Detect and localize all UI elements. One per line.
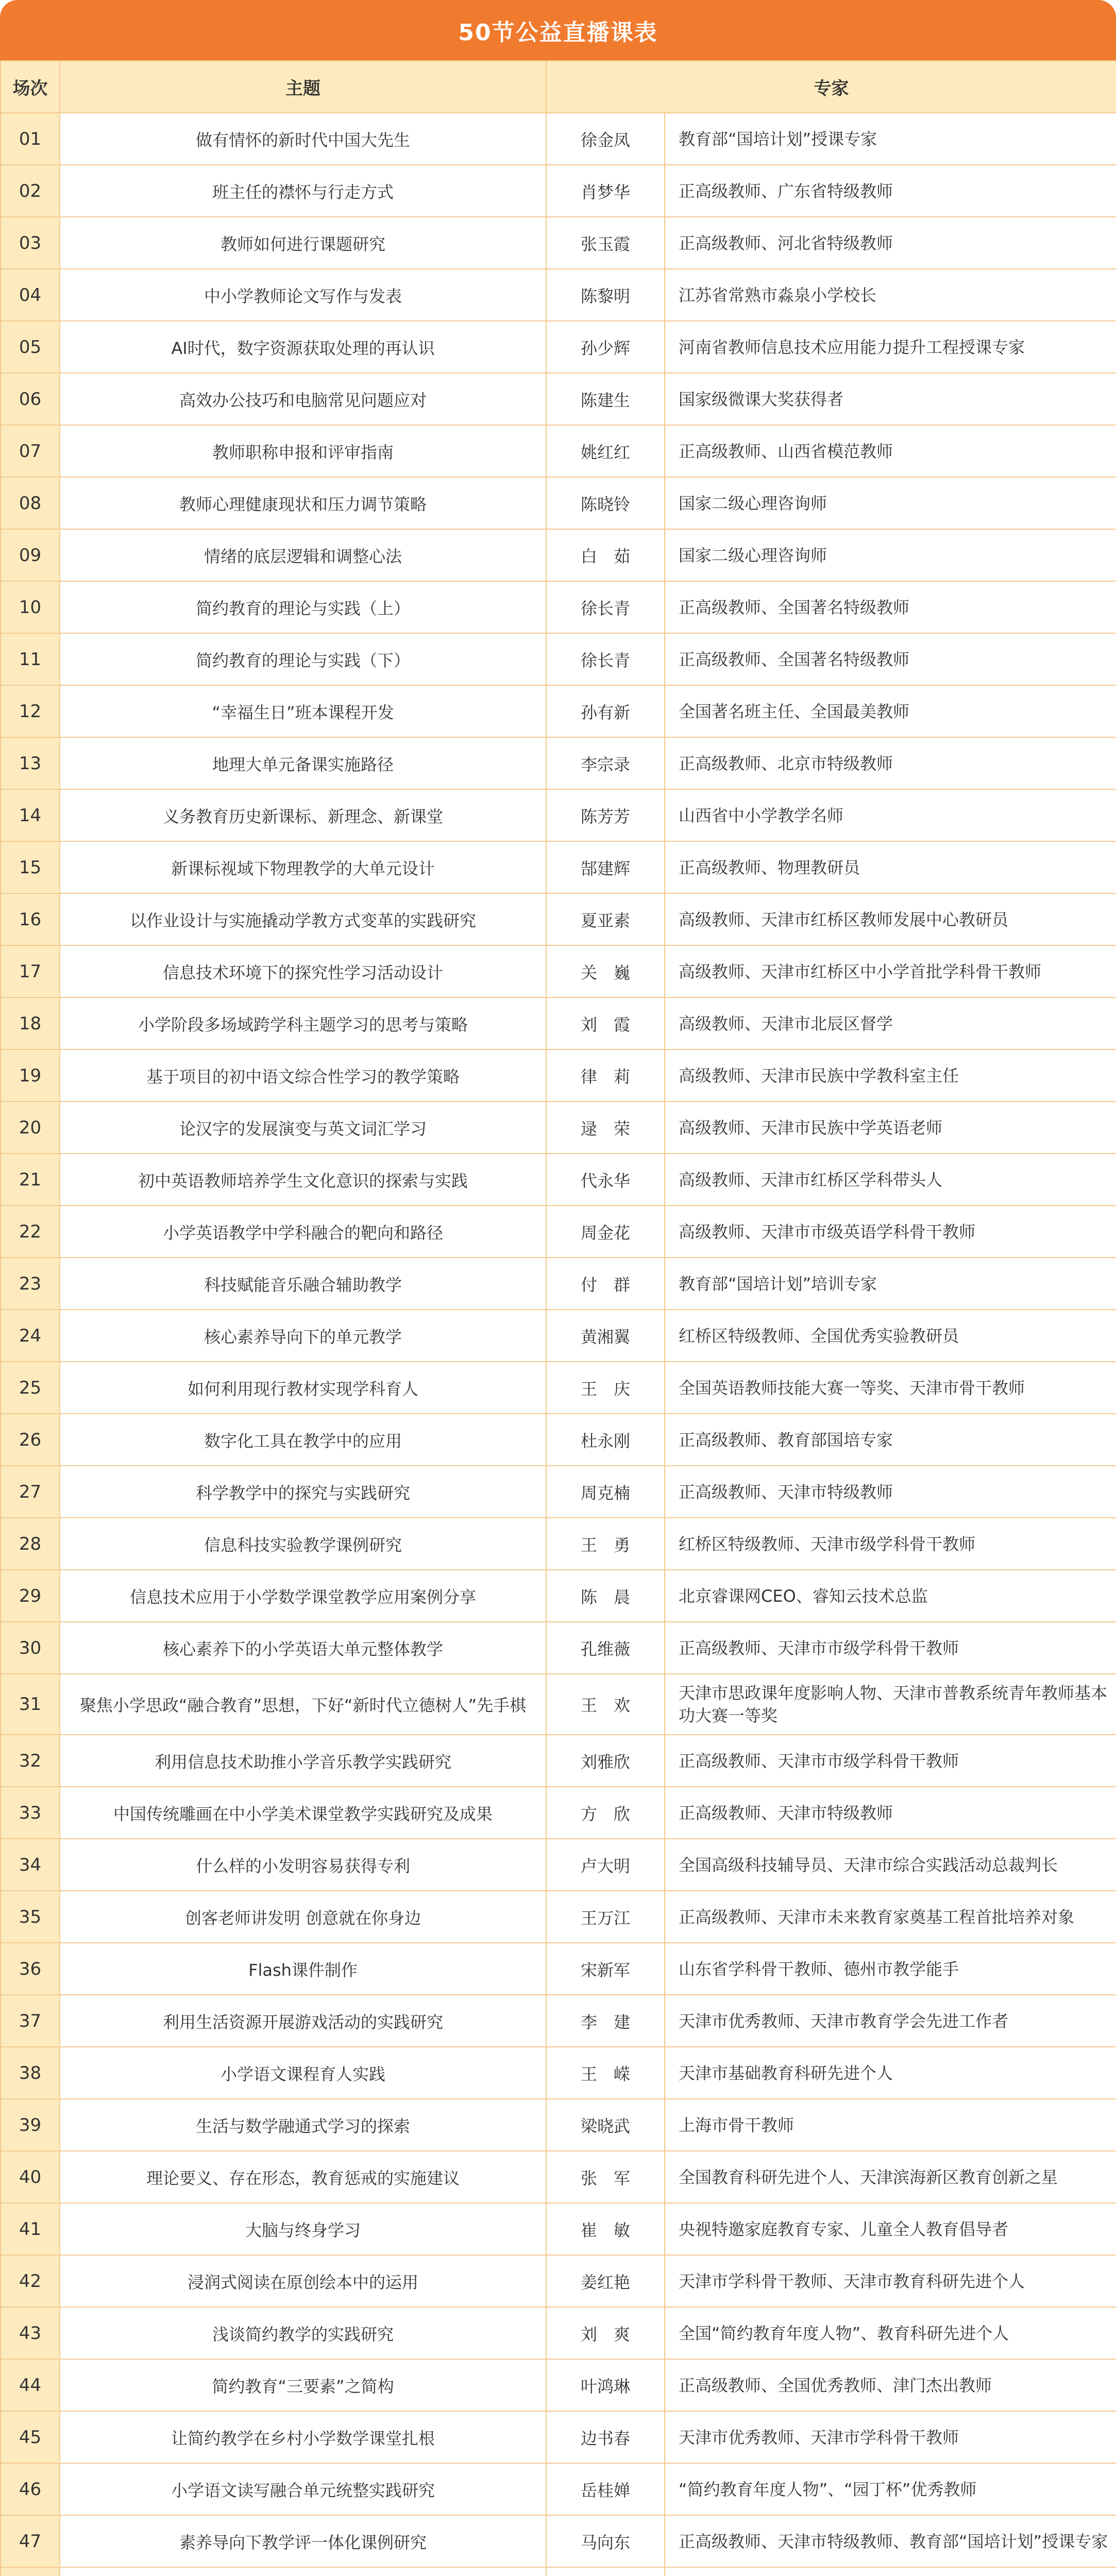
session-number: 15: [1, 841, 60, 893]
session-number: 29: [1, 1570, 60, 1622]
header-session-no: 场次: [1, 61, 60, 113]
session-topic: 聚焦小学思政“融合教育”思想，下好“新时代立德树人”先手棋: [60, 1674, 546, 1735]
session-number: 25: [1, 1362, 60, 1414]
expert-name: 逯 荣: [546, 1101, 665, 1154]
session-topic: [60, 2567, 546, 2576]
session-topic: AI时代，数字资源获取处理的再认识: [60, 321, 546, 373]
table-row: [1, 2203, 1116, 2255]
session-topic: 教师如何进行课题研究: [60, 217, 546, 269]
table-row: [1, 581, 1116, 633]
session-number: 14: [1, 789, 60, 841]
expert-name: 崔 敏: [546, 2203, 665, 2255]
expert-title: 全国教育科研先进个人、天津滨海新区教育创新之星: [665, 2151, 1116, 2203]
expert-title: 正高级教师、天津市特级教师: [665, 1466, 1116, 1518]
expert-title: 国家级微课大奖获得者: [665, 373, 1116, 425]
session-number: 05: [1, 321, 60, 373]
expert-name: 孔维薇: [546, 1622, 665, 1674]
expert-title: 天津市优秀教师、天津市学科骨干教师: [665, 2411, 1116, 2463]
expert-title: 高级教师、天津市红桥区中小学首批学科骨干教师: [665, 945, 1116, 997]
session-topic: 班主任的襟怀与行走方式: [60, 165, 546, 217]
table-row: [1, 477, 1116, 529]
table-row: [1, 945, 1116, 997]
session-topic: Flash课件制作: [60, 1943, 546, 1995]
session-topic: 中小学教师论文写作与发表: [60, 269, 546, 321]
table-row: [1, 1206, 1116, 1258]
expert-title: 高级教师、天津市红桥区教师发展中心教研员: [665, 893, 1116, 945]
table-row: [1, 1362, 1116, 1414]
session-topic: 小学英语教学中学科融合的靶向和路径: [60, 1206, 546, 1258]
session-topic: 简约教育“三要素”之简构: [60, 2359, 546, 2411]
table-row: [1, 425, 1116, 477]
expert-title: 正高级教师、天津市市级学科骨干教师: [665, 1622, 1116, 1674]
session-number: 37: [1, 1995, 60, 2047]
table-row: [1, 1735, 1116, 1787]
session-number: 16: [1, 893, 60, 945]
expert-title: 全国著名班主任、全国最美教师: [665, 685, 1116, 737]
session-number: 39: [1, 2099, 60, 2151]
expert-title: 高级教师、天津市红桥区学科带头人: [665, 1154, 1116, 1206]
session-number: 01: [1, 113, 60, 165]
session-topic: 利用生活资源开展游戏活动的实践研究: [60, 1995, 546, 2047]
expert-name: 周克楠: [546, 1466, 665, 1518]
table-row: [1, 1570, 1116, 1622]
table-row: [1, 841, 1116, 893]
session-number: 43: [1, 2307, 60, 2359]
expert-title: “简约教育年度人物”、“园丁杯”优秀教师: [665, 2463, 1116, 2515]
table-row: [1, 997, 1116, 1049]
expert-name: 李 建: [546, 1995, 665, 2047]
session-number: 13: [1, 737, 60, 789]
expert-title: 正高级教师、天津市特级教师、教育部“国培计划”授课专家: [665, 2515, 1116, 2567]
expert-title: 正高级教师、全国著名特级教师: [665, 633, 1116, 685]
expert-title: 正高级教师、广东省特级教师: [665, 165, 1116, 217]
session-number: 35: [1, 1891, 60, 1943]
expert-name: 张玉霞: [546, 217, 665, 269]
expert-title: 正高级教师、山西省模范教师: [665, 425, 1116, 477]
header-topic: 主题: [60, 61, 546, 113]
table-row: [1, 1414, 1116, 1466]
session-number: 30: [1, 1622, 60, 1674]
expert-title: 天津市思政课年度影响人物、天津市普教系统青年教师基本功大赛一等奖: [665, 1674, 1116, 1735]
session-number: 19: [1, 1049, 60, 1101]
table-row: [1, 321, 1116, 373]
table-row: [1, 1787, 1116, 1839]
expert-title: 正高级教师、河北省特级教师: [665, 217, 1116, 269]
expert-title: 正高级教师、天津市市级学科骨干教师: [665, 1735, 1116, 1787]
session-topic: 初中英语教师培养学生文化意识的探索与实践: [60, 1154, 546, 1206]
session-number: 06: [1, 373, 60, 425]
table-row: [1, 1049, 1116, 1101]
table-row: [1, 1101, 1116, 1154]
table-row: [1, 633, 1116, 685]
expert-name: 徐长青: [546, 633, 665, 685]
expert-title: 河南省教师信息技术应用能力提升工程授课专家: [665, 321, 1116, 373]
session-number: 08: [1, 477, 60, 529]
table-row: [1, 893, 1116, 945]
session-topic: 科技赋能音乐融合辅助教学: [60, 1258, 546, 1310]
expert-name: 黄湘翼: [546, 1310, 665, 1362]
expert-title: 正高级教师、天津市特级教师: [665, 1787, 1116, 1839]
expert-title: [665, 2567, 1116, 2576]
session-number: 47: [1, 2515, 60, 2567]
session-topic: 小学阶段多场域跨学科主题学习的思考与策略: [60, 997, 546, 1049]
table-row: [1, 685, 1116, 737]
table-row: [1, 1995, 1116, 2047]
expert-title: 高级教师、天津市民族中学教科室主任: [665, 1049, 1116, 1101]
session-number: 17: [1, 945, 60, 997]
session-topic: “幸福生日”班本课程开发: [60, 685, 546, 737]
table-row: [1, 1622, 1116, 1674]
session-topic: 高效办公技巧和电脑常见问题应对: [60, 373, 546, 425]
expert-title: 天津市学科骨干教师、天津市教育科研先进个人: [665, 2255, 1116, 2307]
table-row: [1, 2047, 1116, 2099]
session-topic: 情绪的底层逻辑和调整心法: [60, 529, 546, 581]
expert-name: 陈建生: [546, 373, 665, 425]
session-number: 09: [1, 529, 60, 581]
expert-name: 郜建辉: [546, 841, 665, 893]
session-number: 21: [1, 1154, 60, 1206]
expert-name: 周金花: [546, 1206, 665, 1258]
session-topic: 让简约教学在乡村小学数学课堂扎根: [60, 2411, 546, 2463]
session-number: 34: [1, 1839, 60, 1891]
session-topic: 创客老师讲发明 创意就在你身边: [60, 1891, 546, 1943]
table-row: [1, 269, 1116, 321]
expert-title: 高级教师、天津市北辰区督学: [665, 997, 1116, 1049]
session-number: 22: [1, 1206, 60, 1258]
expert-title: 正高级教师、北京市特级教师: [665, 737, 1116, 789]
expert-name: 关 巍: [546, 945, 665, 997]
expert-title: 红桥区特级教师、天津市级学科骨干教师: [665, 1518, 1116, 1570]
expert-title: 上海市骨干教师: [665, 2099, 1116, 2151]
table-row: [1, 1466, 1116, 1518]
expert-name: 卢大明: [546, 1839, 665, 1891]
expert-title: 高级教师、天津市民族中学英语老师: [665, 1101, 1116, 1154]
table-row: [1, 2307, 1116, 2359]
expert-name: 宋新军: [546, 1943, 665, 1995]
session-topic: 基于项目的初中语文综合性学习的教学策略: [60, 1049, 546, 1101]
session-topic: 小学语文读写融合单元统整实践研究: [60, 2463, 546, 2515]
expert-title: 正高级教师、全国优秀教师、津门杰出教师: [665, 2359, 1116, 2411]
session-topic: 中国传统雕画在中小学美术课堂教学实践研究及成果: [60, 1787, 546, 1839]
session-topic: 信息技术环境下的探究性学习活动设计: [60, 945, 546, 997]
session-number: 26: [1, 1414, 60, 1466]
session-topic: 浸润式阅读在原创绘本中的运用: [60, 2255, 546, 2307]
expert-name: 杜永刚: [546, 1414, 665, 1466]
expert-name: 方 欣: [546, 1787, 665, 1839]
expert-name: 王 庆: [546, 1362, 665, 1414]
table-row: [1, 1258, 1116, 1310]
expert-name: 代永华: [546, 1154, 665, 1206]
expert-name: 姜红艳: [546, 2255, 665, 2307]
expert-title: 山西省中小学教学名师: [665, 789, 1116, 841]
table-row: [1, 1518, 1116, 1570]
expert-title: 央视特邀家庭教育专家、儿童全人教育倡导者: [665, 2203, 1116, 2255]
session-number: 03: [1, 217, 60, 269]
session-number: 12: [1, 685, 60, 737]
expert-title: 全国英语教师技能大赛一等奖、天津市骨干教师: [665, 1362, 1116, 1414]
expert-title: 北京睿课网CEO、睿知云技术总监: [665, 1570, 1116, 1622]
session-topic: 信息科技实验教学课例研究: [60, 1518, 546, 1570]
table-row: [1, 1310, 1116, 1362]
session-number: 32: [1, 1735, 60, 1787]
expert-title: 山东省学科骨干教师、德州市教学能手: [665, 1943, 1116, 1995]
session-number: 44: [1, 2359, 60, 2411]
table-row: [1, 1891, 1116, 1943]
session-number: 40: [1, 2151, 60, 2203]
table-row: [1, 2411, 1116, 2463]
session-topic: 生活与数学融通式学习的探索: [60, 2099, 546, 2151]
session-number: 24: [1, 1310, 60, 1362]
expert-name: 王万江: [546, 1891, 665, 1943]
table-row: [1, 2099, 1116, 2151]
table-row: [1, 737, 1116, 789]
expert-name: 李宗录: [546, 737, 665, 789]
expert-name: 叶鸿琳: [546, 2359, 665, 2411]
expert-title: 正高级教师、教育部国培专家: [665, 1414, 1116, 1466]
expert-name: 陈黎明: [546, 269, 665, 321]
table-row: [1, 165, 1116, 217]
expert-name: 孙有新: [546, 685, 665, 737]
session-topic: 浅谈简约教学的实践研究: [60, 2307, 546, 2359]
expert-name: 陈芳芳: [546, 789, 665, 841]
session-topic: 数字化工具在教学中的应用: [60, 1414, 546, 1466]
session-number: 04: [1, 269, 60, 321]
table-row: [1, 2151, 1116, 2203]
session-number: 31: [1, 1674, 60, 1735]
session-topic: 什么样的小发明容易获得专利: [60, 1839, 546, 1891]
table-row: [1, 2567, 1116, 2576]
expert-name: 岳桂婵: [546, 2463, 665, 2515]
session-number: 38: [1, 2047, 60, 2099]
session-topic: 小学语文课程育人实践: [60, 2047, 546, 2099]
session-number: 18: [1, 997, 60, 1049]
session-number: 23: [1, 1258, 60, 1310]
session-number: 33: [1, 1787, 60, 1839]
session-number: 45: [1, 2411, 60, 2463]
session-number: 20: [1, 1101, 60, 1154]
table-row: [1, 1839, 1116, 1891]
expert-name: 肖梦华: [546, 165, 665, 217]
table-row: [1, 2515, 1116, 2567]
session-topic: 信息技术应用于小学数学课堂教学应用案例分享: [60, 1570, 546, 1622]
session-number: 46: [1, 2463, 60, 2515]
expert-name: 王 勇: [546, 1518, 665, 1570]
expert-title: 红桥区特级教师、全国优秀实验教研员: [665, 1310, 1116, 1362]
expert-title: 教育部“国培计划”培训专家: [665, 1258, 1116, 1310]
expert-title: 正高级教师、天津市未来教育家奠基工程首批培养对象: [665, 1891, 1116, 1943]
header-expert: 专家: [546, 61, 1116, 113]
expert-title: 高级教师、天津市市级英语学科骨干教师: [665, 1206, 1116, 1258]
table-row: [1, 2255, 1116, 2307]
expert-name: 孙少辉: [546, 321, 665, 373]
expert-name: 梁晓武: [546, 2099, 665, 2151]
expert-title: 正高级教师、物理教研员: [665, 841, 1116, 893]
session-topic: 大脑与终身学习: [60, 2203, 546, 2255]
expert-name: 刘 霞: [546, 997, 665, 1049]
session-topic: 简约教育的理论与实践（上）: [60, 581, 546, 633]
session-number: 02: [1, 165, 60, 217]
expert-title: 天津市优秀教师、天津市教育学会先进工作者: [665, 1995, 1116, 2047]
session-topic: 理论要义、存在形态，教育惩戒的实施建议: [60, 2151, 546, 2203]
schedule-title: 50节公益直播课表: [0, 0, 1116, 60]
expert-name: 王 嵘: [546, 2047, 665, 2099]
session-topic: 以作业设计与实施撬动学教方式变革的实践研究: [60, 893, 546, 945]
expert-name: 刘雅欣: [546, 1735, 665, 1787]
session-topic: 教师心理健康现状和压力调节策略: [60, 477, 546, 529]
session-number: [1, 2567, 60, 2576]
table-row: [1, 1154, 1116, 1206]
table-row: [1, 217, 1116, 269]
table-row: [1, 1943, 1116, 1995]
expert-name: 陈晓铃: [546, 477, 665, 529]
expert-title: 教育部“国培计划”授课专家: [665, 113, 1116, 165]
expert-name: 王 欢: [546, 1674, 665, 1735]
table-row: [1, 113, 1116, 165]
schedule-table: [0, 60, 1116, 2576]
session-topic: 素养导向下教学评一体化课例研究: [60, 2515, 546, 2567]
session-number: 27: [1, 1466, 60, 1518]
expert-name: 边书春: [546, 2411, 665, 2463]
expert-name: 刘 爽: [546, 2307, 665, 2359]
expert-name: 张 军: [546, 2151, 665, 2203]
expert-title: 天津市基础教育科研先进个人: [665, 2047, 1116, 2099]
session-topic: 做有情怀的新时代中国大先生: [60, 113, 546, 165]
session-number: 41: [1, 2203, 60, 2255]
expert-name: 马向东: [546, 2515, 665, 2567]
session-number: 11: [1, 633, 60, 685]
table-row: [1, 373, 1116, 425]
session-number: 28: [1, 1518, 60, 1570]
expert-title: 全国高级科技辅导员、天津市综合实践活动总裁判长: [665, 1839, 1116, 1891]
expert-title: 正高级教师、全国著名特级教师: [665, 581, 1116, 633]
session-topic: 教师职称申报和评审指南: [60, 425, 546, 477]
expert-title: 全国“简约教育年度人物”、教育科研先进个人: [665, 2307, 1116, 2359]
table-row: [1, 529, 1116, 581]
session-topic: 核心素养下的小学英语大单元整体教学: [60, 1622, 546, 1674]
table-row: [1, 1674, 1116, 1735]
session-number: 07: [1, 425, 60, 477]
table-row: [1, 2359, 1116, 2411]
expert-name: [546, 2567, 665, 2576]
expert-name: 姚红红: [546, 425, 665, 477]
expert-title: 国家二级心理咨询师: [665, 529, 1116, 581]
session-number: 10: [1, 581, 60, 633]
expert-name: 夏亚素: [546, 893, 665, 945]
table-header-row: [1, 61, 1116, 113]
session-topic: 简约教育的理论与实践（下）: [60, 633, 546, 685]
expert-name: 徐长青: [546, 581, 665, 633]
expert-name: 徐金凤: [546, 113, 665, 165]
session-topic: 科学教学中的探究与实践研究: [60, 1466, 546, 1518]
session-topic: 义务教育历史新课标、新理念、新课堂: [60, 789, 546, 841]
expert-name: 律 莉: [546, 1049, 665, 1101]
expert-name: 付 群: [546, 1258, 665, 1310]
session-number: 36: [1, 1943, 60, 1995]
session-topic: 如何利用现行教材实现学科育人: [60, 1362, 546, 1414]
session-topic: 核心素养导向下的单元教学: [60, 1310, 546, 1362]
session-topic: 论汉字的发展演变与英文词汇学习: [60, 1101, 546, 1154]
table-row: [1, 789, 1116, 841]
table-row: [1, 2463, 1116, 2515]
expert-title: 国家二级心理咨询师: [665, 477, 1116, 529]
expert-name: 陈 晨: [546, 1570, 665, 1622]
session-topic: 利用信息技术助推小学音乐教学实践研究: [60, 1735, 546, 1787]
session-topic: 新课标视域下物理教学的大单元设计: [60, 841, 546, 893]
expert-title: 江苏省常熟市淼泉小学校长: [665, 269, 1116, 321]
session-topic: 地理大单元备课实施路径: [60, 737, 546, 789]
expert-name: 白 茹: [546, 529, 665, 581]
session-number: 42: [1, 2255, 60, 2307]
